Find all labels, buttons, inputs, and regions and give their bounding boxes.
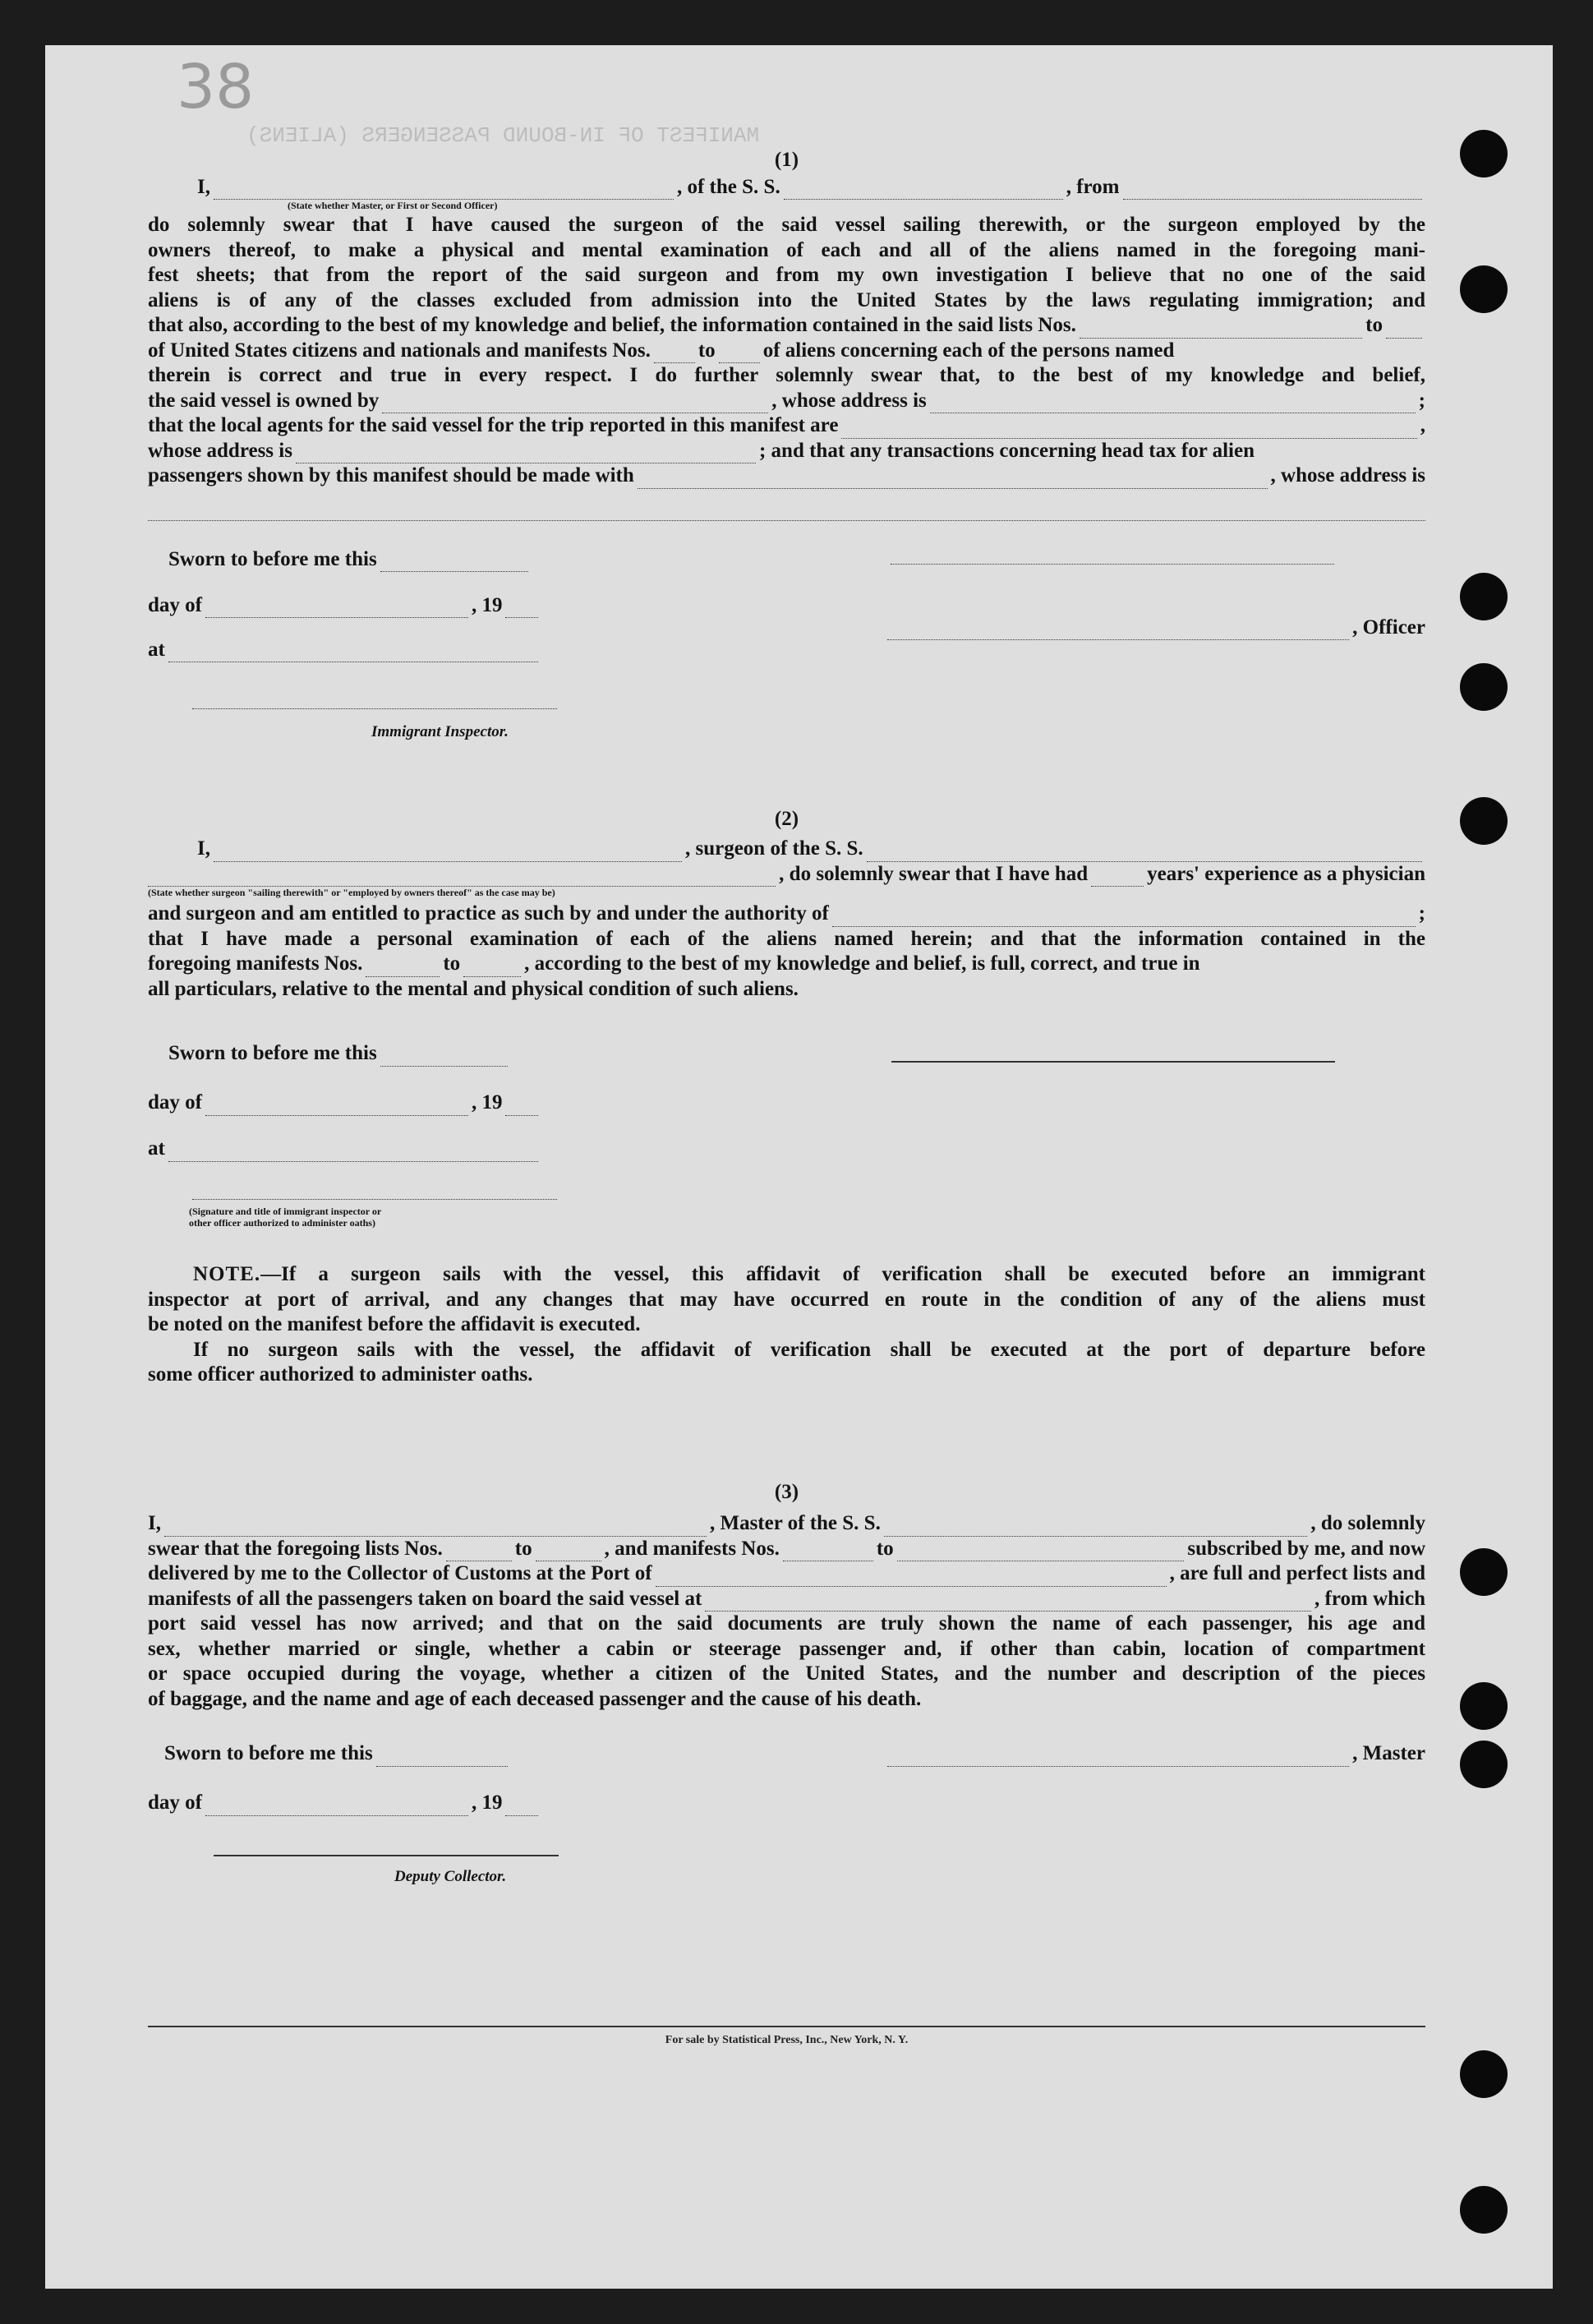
years-line [148, 862, 1425, 888]
officer-signature-line-1[interactable] [891, 547, 1334, 565]
inspector-caption: Immigrant Inspector. [371, 722, 509, 740]
citizens-line [148, 339, 1425, 364]
authority-field[interactable] [832, 910, 1416, 927]
label-at: at [148, 1137, 165, 1160]
label-and-manifests: , and manifests Nos. [604, 1537, 780, 1560]
form-content [148, 148, 1425, 1889]
label-semicolon: ; [1418, 902, 1425, 925]
master-signature-field[interactable] [887, 1750, 1349, 1767]
inspector-signature-field[interactable] [192, 692, 557, 709]
all-particulars-line: all particulars, relative to the mental and physical condition of such aliens. [148, 977, 799, 1000]
agents-address-field[interactable] [296, 446, 756, 463]
master-vessel-field[interactable] [884, 1519, 1308, 1537]
at-row [148, 1137, 541, 1162]
note-line-first [148, 1262, 1425, 1288]
officer-caption: (State whether Master, or First or Second Officer) [288, 200, 498, 211]
label-subscribed: subscribed by me, and now [1187, 1537, 1425, 1560]
label-i: I, [197, 175, 210, 198]
note-line: be noted on the manifest before the affidavit is executed. [148, 1313, 641, 1335]
label-sworn: Sworn to before me this [168, 1042, 377, 1064]
label-year: , 19 [471, 1791, 503, 1814]
head-tax-agent-field[interactable] [638, 472, 1268, 489]
exam-line-wrap [148, 927, 1425, 952]
at-row [148, 638, 541, 663]
local-agents-line [148, 413, 1425, 439]
note-text: —If a surgeon sails with the vessel, this affidavit of verification shall be executed before an immigrant [260, 1263, 1425, 1285]
label-full-perfect: , are full and perfect lists and [1169, 1562, 1425, 1584]
label-day-of: day of [148, 593, 202, 616]
place-field[interactable] [168, 645, 538, 662]
manifests-from-field[interactable] [654, 346, 695, 363]
label-years-exp: years' experience as a physician [1147, 862, 1425, 885]
day-of-row [148, 1791, 541, 1816]
note-block [148, 1262, 1425, 1388]
label-semicolon: ; [1418, 389, 1425, 412]
printer-imprint: For sale by Statistical Press, Inc., New York, N. Y. [665, 2034, 909, 2046]
port-field[interactable] [656, 1570, 1167, 1587]
label-master: , Master [1352, 1742, 1425, 1764]
section1-paragraph [148, 213, 1425, 313]
punch-hole [1460, 1741, 1508, 1788]
surgeon-vessel-field[interactable] [867, 845, 1422, 862]
correct-line-wrap [148, 363, 1425, 389]
signature-field[interactable] [192, 1183, 557, 1200]
citizens-text-b: of aliens concerning each of the persons named [762, 339, 1175, 362]
label-to: to [443, 952, 461, 975]
paragraph-line: that also, according to the best of my knowledge and belief, the information contained in the said lists Nos. [148, 314, 1076, 336]
sworn-date-field[interactable] [376, 1750, 508, 1767]
sworn-row [164, 1741, 511, 1767]
paragraph-line: or space occupied during the voyage, whether a citizen of the United States, and the number and description of the pieces [148, 1662, 1425, 1685]
surgeon-signature-field[interactable] [891, 1044, 1335, 1063]
lists-to-field[interactable] [536, 1544, 601, 1561]
punch-hole [1460, 265, 1508, 313]
passengers-line [148, 463, 1425, 489]
punch-hole [1460, 663, 1508, 711]
foregoing-line [148, 952, 1425, 977]
local-agents-field[interactable] [841, 422, 1416, 439]
manifests-from-field[interactable] [783, 1544, 873, 1561]
label-foregoing: foregoing manifests Nos. [148, 952, 363, 975]
manifests-from-field[interactable] [366, 960, 440, 977]
master-sign-row [887, 1741, 1425, 1767]
label-solemnly: , do solemnly swear that I have had [779, 862, 1089, 885]
label-delivered: delivered by me to the Collector of Customs at the Port of [148, 1562, 652, 1584]
punch-hole [1460, 2186, 1508, 2234]
label-according: , according to the best of my knowledge and belief, is full, correct, and true in [524, 952, 1200, 975]
punch-hole [1460, 2050, 1508, 2098]
label-sworn: Sworn to before me this [164, 1742, 373, 1764]
note-line: If no surgeon sails with the vessel, the affidavit of verification shall be executed at the port of departure before [193, 1338, 1425, 1361]
officer-name-field[interactable] [214, 182, 674, 200]
manifests-all-line [148, 1587, 1425, 1612]
label-to: to [1365, 314, 1383, 336]
paragraph-line: sex, whether married or single, whether a cabin or steerage passenger and, if other than cabin, location of compartment [148, 1637, 1425, 1660]
lists-from-field[interactable] [446, 1544, 512, 1561]
section-number: (1) [774, 149, 799, 171]
year-field[interactable] [505, 1099, 538, 1116]
paragraph-line: that I have made a personal examination of each of the aliens named herein; and that the information contained in the [148, 927, 1425, 950]
day-of-row [148, 1091, 541, 1116]
label-whose-address: , whose address is [771, 389, 927, 412]
officer-signature-field[interactable] [887, 623, 1349, 640]
label-whose-address: , whose address is [1270, 464, 1425, 486]
label-i: I, [197, 837, 210, 860]
label-year: , 19 [471, 1091, 503, 1114]
deputy-signature-field[interactable] [214, 1838, 559, 1856]
punch-hole [1460, 797, 1508, 845]
years-field[interactable] [1091, 869, 1144, 887]
day-of-row [148, 593, 541, 619]
section3-paragraph [148, 1612, 1425, 1712]
master-name-field[interactable] [164, 1519, 707, 1537]
section1-sworn-block [148, 529, 1425, 768]
footer [148, 2026, 1425, 2047]
section3-sworn-block [148, 1733, 1425, 1889]
punch-hole [1460, 1682, 1508, 1730]
note-line: some officer authorized to administer oaths. [148, 1363, 533, 1386]
owner-address-field[interactable] [930, 396, 1416, 413]
vessel-name-field[interactable] [784, 182, 1063, 200]
surgeon-line [148, 837, 1425, 862]
note-label: NOTE. [193, 1263, 261, 1285]
master-line [148, 1511, 1425, 1537]
lists-from-field[interactable] [1080, 321, 1362, 339]
label-master-of-ss: , Master of the S. S. [709, 1512, 881, 1534]
punch-hole [1460, 130, 1508, 178]
label-day-of: day of [148, 1791, 202, 1814]
owner-field[interactable] [382, 396, 768, 413]
paragraph-line: fest sheets; that from the report of the said surgeon and from my own investigation I believe that no one of the said [148, 264, 1425, 286]
sworn-date-field[interactable] [380, 555, 528, 572]
handwritten-stamp-number: 38 [177, 52, 255, 122]
sworn-row [168, 1041, 511, 1067]
label-of-ss: , of the S. S. [676, 175, 780, 198]
label-authority: and surgeon and am entitled to practice as such by and under the authority of [148, 902, 829, 925]
label-from-which: , from which [1314, 1587, 1425, 1610]
label-local-agents: that the local agents for the said vessel for the trip reported in this manifest are [148, 414, 839, 436]
label-head-tax: ; and that any transactions concerning head tax for alien [758, 439, 1255, 462]
lists-to-field[interactable] [1386, 321, 1422, 339]
label-passengers: passengers shown by this manifest should be made with [148, 464, 634, 486]
year-field[interactable] [505, 601, 538, 618]
month-field[interactable] [205, 601, 468, 618]
punch-hole [1460, 573, 1508, 620]
label-day-of: day of [148, 1091, 202, 1114]
label-owned-by: the said vessel is owned by [148, 389, 380, 412]
agents-address-line [148, 439, 1425, 464]
swear-lists-line [148, 1537, 1425, 1562]
signature-caption: other officer authorized to administer oaths) [189, 1217, 375, 1229]
label-i: I, [148, 1512, 161, 1534]
surgeon-status-field[interactable] [148, 869, 776, 887]
label-to: to [876, 1537, 894, 1560]
note-line: inspector at port of arrival, and any changes that may have occurred en route in the condition of any of the aliens must [148, 1288, 1425, 1311]
section-number: (2) [774, 807, 799, 830]
boarding-port-field[interactable] [705, 1594, 1311, 1612]
head-tax-address-field[interactable] [148, 504, 1425, 521]
signature-caption: (Signature and title of immigrant inspector or [189, 1206, 382, 1217]
footer-rule [148, 2026, 1425, 2027]
label-officer: , Officer [1352, 616, 1425, 639]
paragraph-line: aliens is of any of the classes excluded from admission into the United States by the laws regulating immigration; and [148, 288, 1425, 311]
month-field[interactable] [205, 1799, 468, 1816]
manifests-to-field[interactable] [719, 346, 760, 363]
paragraph-line: port said vessel has now arrived; and that on the said documents are truly shown the name of each passenger, his age and [148, 1612, 1425, 1635]
month-field[interactable] [205, 1099, 468, 1116]
manifests-to-field[interactable] [463, 960, 521, 977]
sworn-date-field[interactable] [380, 1049, 508, 1067]
label-surgeon-of-ss: , surgeon of the S. S. [684, 837, 863, 860]
paragraph-line: do solemnly swear that I have caused the surgeon of the said vessel sailing therewith, or the surgeon employed by the [148, 214, 1425, 236]
delivered-line [148, 1561, 1425, 1587]
ghost-title: MANIFEST OF IN-BOUND PASSENGERS (ALIENS) [246, 123, 760, 148]
deputy-caption: Deputy Collector. [394, 1868, 507, 1885]
label-at: at [148, 638, 165, 661]
label-whose-address: whose address is [148, 439, 292, 462]
from-port-field[interactable] [1123, 182, 1423, 200]
authority-line [148, 901, 1425, 927]
citizens-text: of United States citizens and nationals and manifests Nos. [148, 339, 651, 362]
label-to: to [698, 339, 716, 362]
label-comma: , [1420, 414, 1425, 436]
label-sworn: Sworn to before me this [168, 547, 377, 570]
section-number: (3) [774, 1480, 799, 1503]
lists-line [148, 313, 1425, 339]
manifests-to-field[interactable] [897, 1544, 1185, 1561]
label-manifests-all: manifests of all the passengers taken on board the said vessel at [148, 1587, 702, 1610]
paragraph-line: therein is correct and true in every respect. I do further solemnly swear that, to the best of my knowledge and belief, [148, 364, 1425, 386]
label-from: , from [1066, 175, 1120, 198]
officer-line [148, 175, 1425, 201]
surgeon-caption: (State whether surgeon "sailing therewith" or "employed by owners thereof" as the case may be) [148, 887, 555, 898]
paragraph-line: of baggage, and the name and age of each deceased passenger and the cause of his death. [148, 1687, 922, 1710]
year-field[interactable] [505, 1799, 538, 1816]
officer-row [887, 616, 1425, 641]
label-swear-lists: swear that the foregoing lists Nos. [148, 1537, 443, 1560]
paragraph-line: owners thereof, to make a physical and mental examination of each and all of the aliens named in the foregoing mani- [148, 238, 1425, 261]
section2-sworn-block [148, 1033, 1425, 1251]
owned-by-line [148, 389, 1425, 414]
surgeon-name-field[interactable] [214, 845, 682, 862]
label-to: to [514, 1537, 532, 1560]
label-solemnly: , do solemnly [1310, 1512, 1425, 1534]
place-field[interactable] [168, 1145, 538, 1162]
label-year: , 19 [471, 593, 503, 616]
punch-hole [1460, 1548, 1508, 1596]
sworn-row [168, 547, 532, 573]
